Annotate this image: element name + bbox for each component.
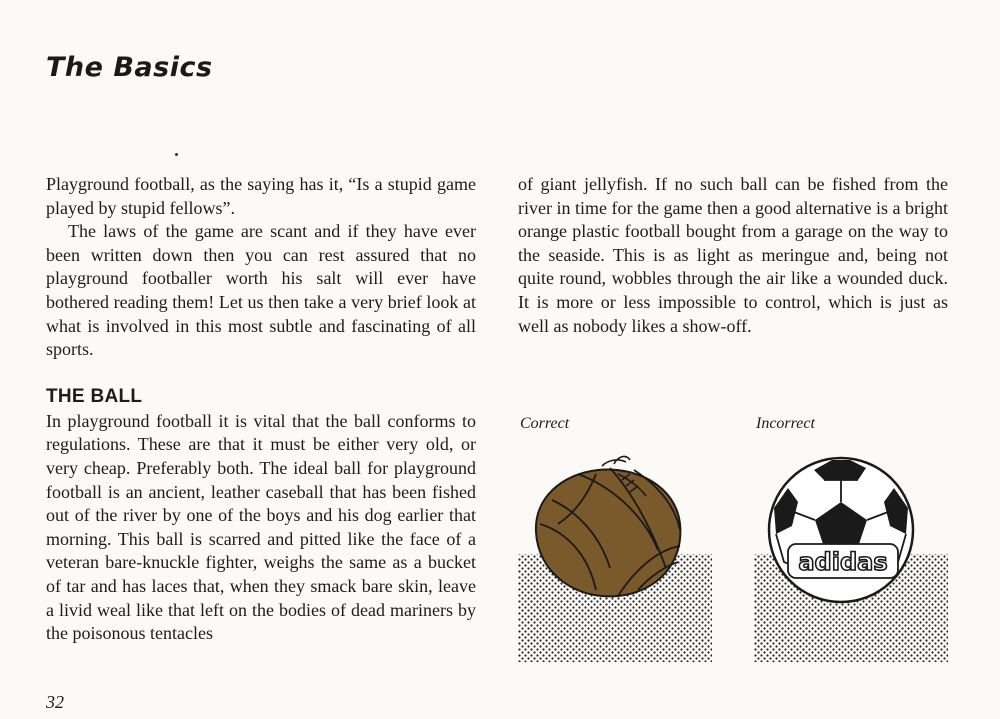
figure-incorrect bbox=[754, 415, 954, 665]
intro-paragraph-2: The laws of the game are scant and if they have ever been written down then you can rest assured that no playground footballer worth his salt will ever have bothered reading them! Let us then take a very brief look at what is involved in this most subtle and fascinating of all sports. bbox=[46, 221, 476, 360]
modern-ball-illustration bbox=[754, 450, 954, 665]
figure-caption-correct: Correct bbox=[520, 415, 570, 432]
leather-ball-icon bbox=[536, 457, 681, 597]
print-speck bbox=[175, 153, 178, 156]
right-column bbox=[518, 173, 948, 338]
soccer-ball-icon bbox=[769, 458, 913, 602]
continued-paragraph: of giant jellyfish. If no such ball can be fished from the river in time for the game then a good alternative is a bright orange plastic football bought from a garage on the way to the seaside. This is as light as meringue and, being not quite round, wobbles through the air like a wounded duck. It is more or less impossible to control, which is just as well as nobody likes a show-off. bbox=[518, 174, 948, 336]
page-number: 32 bbox=[46, 692, 64, 712]
figure-caption-incorrect: Incorrect bbox=[756, 415, 815, 432]
leather-ball-illustration bbox=[518, 450, 718, 665]
left-column bbox=[46, 173, 476, 646]
section-heading-the-ball: THE BALL bbox=[46, 385, 143, 407]
page-title: The Basics bbox=[46, 52, 213, 83]
ball-brand-text: adidas bbox=[798, 548, 888, 576]
figure-correct bbox=[518, 415, 718, 665]
ball-paragraph: In playground football it is vital that the ball conforms to regulations. These are that it must be either very old, or very cheap. Preferably both. The ideal ball for playground football is an ancient, leather caseball that has been fished out of the river by one of the boys and his dog earlier that morning. This ball is scarred and pitted like the face of a veteran bare-knuckle fighter, weighs the same as a bucket of tar and has laces that, when they smack bare skin, leave a livid weal like that left on the bodies of dead mariners by the poisonous tentacles bbox=[46, 410, 476, 644]
intro-paragraph-1: Playground football, as the saying has it, “Is a stupid game played by stupid fellows”. bbox=[46, 174, 476, 218]
